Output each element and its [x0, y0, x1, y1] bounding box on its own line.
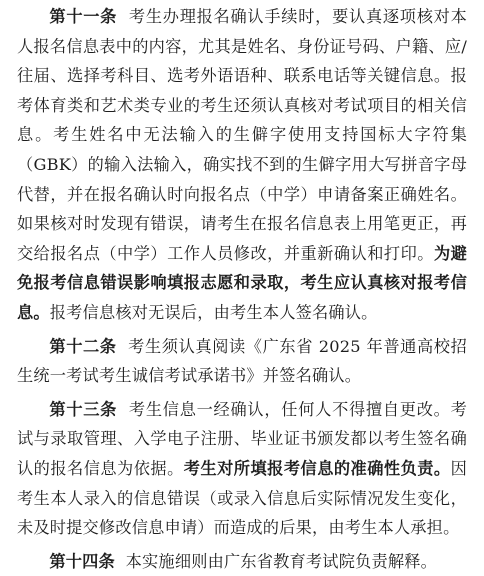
article-13-text-1: 考生信息一经确认，任何人不得擅自更改。考试与录取管理、入学电子注册、毕业证书颁发都以考生签名确认的报名信息为依据。: [17, 399, 467, 478]
article-11: [17, 2, 467, 328]
article-12-text: 考生须认真阅读《广东省 2025 年普通高校招生统一考试考生诚信考试承诺书》并签名确认。: [17, 336, 467, 386]
article-13: [17, 395, 467, 543]
article-13-number: 第十三条: [49, 399, 118, 419]
article-12: [17, 332, 467, 391]
article-14: [17, 547, 467, 576]
article-14-text: 本实施细则由广东省教育考试院负责解释。: [125, 551, 438, 571]
article-11-bold-text: 为避免报考信息错误影响填报志愿和录取，考生应认真核对报考信息。: [17, 243, 468, 322]
article-11-text-1: 考生办理报名确认手续时，要认真逐项核对本人报名信息表中的内容，尤其是姓名、身份证号码、户籍、应/往届、选择考科目、选考外语语种、联系电话等关键信息。报考体育类和艺术类专业的考生还须认真核对考试项目的相关信息。考生姓名中无法输入的生僻字使用支持国标大字符集（GBK）的输入法输入，确实找不到的生僻字用大写拼音字母代替，并在报名确认时向报名点（中学）申请备案正确姓名。如果核对时发现有错误，请考生在报名信息表上用笔更正，再交给报名点（中学）工作人员修改，并重新确认和打印。: [17, 7, 467, 263]
article-13-bold-text: 考生对所填报考信息的准确性负责。: [183, 458, 451, 478]
article-14-number: 第十四条: [49, 551, 115, 571]
article-12-number: 第十二条: [49, 336, 117, 356]
article-13-text-2: 因考生本人录入的信息错误（或录入信息后实际情况发生变化，未及时提交修改信息申请）而造成的后果，由考生本人承担。: [17, 458, 468, 538]
article-11-text-2: 报考信息核对无误后，由考生本人签名确认。: [49, 302, 378, 322]
article-11-number: 第十一条: [49, 7, 118, 26]
